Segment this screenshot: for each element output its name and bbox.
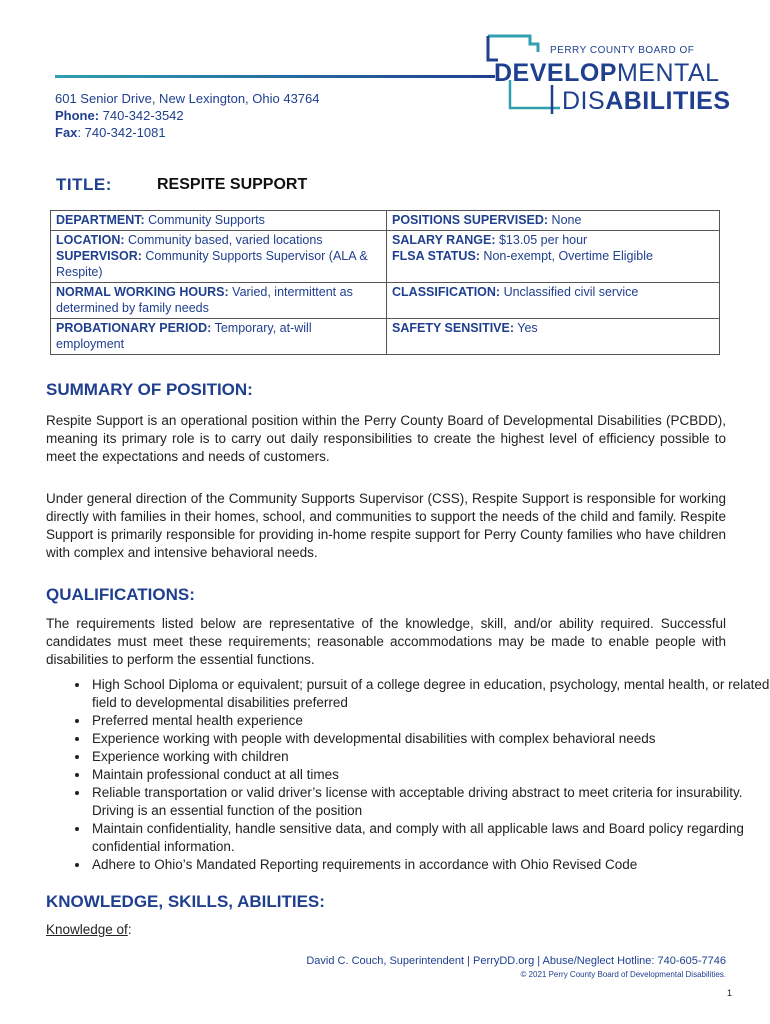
list-item: • High School Diploma or equivalent; pursuit of a college degree in education, psychology, mental health, or related field to developmental disabilities preferred — [90, 676, 770, 712]
phone-value: 740-342-3542 — [99, 108, 184, 123]
salary-value: $13.05 per hour — [495, 233, 588, 247]
flsa-label: FLSA STATUS: — [392, 249, 480, 263]
page-number: 1 — [726, 988, 732, 998]
positions-cell — [387, 211, 720, 231]
safety-value: Yes — [514, 321, 538, 335]
department-value: Community Supports — [144, 213, 265, 227]
organization-logo — [480, 30, 730, 120]
salary-label: SALARY RANGE: — [392, 233, 496, 247]
hours-cell — [51, 283, 387, 319]
knowledge-of-text: Knowledge of — [46, 922, 128, 937]
summary-paragraph-2: Under general direction of the Community Supports Supervisor (CSS), Respite Support is responsible for working directly with families in their homes, school, and communities to support the needs of the child and family. Respite Support is primarily responsible for providing in-home respite support for Perry County families who have children with complex and intensive behavioral needs. — [46, 491, 726, 560]
footer-copyright: © 2021 Perry County Board of Developmental Disabilities. — [520, 970, 726, 979]
table-row — [51, 319, 720, 355]
probation-label: PROBATIONARY PERIOD: — [56, 321, 212, 335]
flsa-value: Non-exempt, Overtime Eligible — [479, 249, 653, 263]
salary-cell — [387, 231, 720, 283]
positions-value: None — [548, 213, 582, 227]
position-info-table — [50, 210, 720, 355]
qualifications-intro: The requirements listed below are representative of the knowledge, skill, and/or ability required. Successful candidates must meet these requirements; reasonable accommodations may be made to enable people with disabilities to perform the essential functions. — [46, 616, 726, 667]
probation-cell — [51, 319, 387, 355]
list-item: • Experience working with children — [90, 748, 770, 766]
classification-value: Unclassified civil service — [500, 285, 639, 299]
logo-line-3a: DIS — [562, 87, 606, 115]
table-row — [51, 283, 720, 319]
logo-line-2b: MENTAL — [616, 59, 720, 87]
safety-cell — [387, 319, 720, 355]
list-item: • Maintain professional conduct at all times — [90, 766, 770, 784]
fax-label: Fax — [55, 125, 78, 140]
table-row — [51, 211, 720, 231]
probation-value: Temporary, at-will employment — [56, 321, 312, 351]
phone-line — [55, 107, 320, 124]
supervisor-label: SUPERVISOR: — [56, 249, 142, 263]
list-item: • Experience working with people with developmental disabilities with complex behavioral needs — [90, 730, 770, 748]
fax-line — [55, 124, 320, 141]
ksa-heading: KNOWLEDGE, SKILLS, ABILITIES: — [46, 892, 325, 911]
address: 601 Senior Drive, New Lexington, Ohio 43764 — [55, 91, 320, 106]
header-rule — [55, 75, 495, 78]
logo-line-2a: DEVELOP — [494, 59, 617, 87]
supervisor-value: Community Supports Supervisor (ALA & Respite) — [56, 249, 368, 279]
safety-label: SAFETY SENSITIVE: — [392, 321, 515, 335]
summary-heading: SUMMARY OF POSITION: — [46, 380, 253, 399]
title-label: TITLE: — [56, 175, 112, 194]
hours-value: Varied, intermittent as determined by family needs — [56, 285, 353, 315]
list-item: • Reliable transportation or valid driver’s license with acceptable driving abstract to meet criteria for insurability. Driving is an essential function of the position — [90, 784, 770, 820]
svg-text:DEVELOPMENTAL — [494, 59, 720, 87]
knowledge-of-colon: : — [127, 922, 132, 937]
department-label: DEPARTMENT: — [56, 213, 145, 227]
phone-label: Phone: — [55, 108, 100, 123]
footer-contact: David C. Couch, Superintendent | PerryDD.org | Abuse/Neglect Hotline: 740-605-7746 — [306, 955, 726, 967]
job-title: RESPITE SUPPORT — [157, 176, 308, 193]
department-cell — [51, 211, 387, 231]
svg-text:DISABILITIES — [562, 87, 730, 115]
list-item: • Preferred mental health experience — [90, 712, 770, 730]
fax-value: : 740-342-1081 — [77, 125, 166, 140]
qualifications-heading: QUALIFICATIONS: — [46, 585, 195, 604]
contact-block — [55, 90, 320, 141]
qualifications-list — [46, 676, 770, 874]
location-label: LOCATION: — [56, 233, 125, 247]
location-value: Community based, varied locations — [124, 233, 323, 247]
table-row — [51, 231, 720, 283]
knowledge-of-label — [46, 922, 132, 937]
logo-line-1: PERRY COUNTY BOARD OF — [550, 45, 695, 56]
location-cell — [51, 231, 387, 283]
hours-label: NORMAL WORKING HOURS: — [56, 285, 229, 299]
logo-mark-icon — [480, 30, 730, 120]
summary-paragraph-1: Respite Support is an operational position within the Perry County Board of Developmental Disabilities (PCBDD), meaning its primary role is to carry out daily responsibilities to create the highest level of efficiency possible to meet the expectations and needs of customers. — [46, 413, 726, 464]
positions-label: POSITIONS SUPERVISED: — [392, 213, 549, 227]
list-item: • Adhere to Ohio’s Mandated Reporting requirements in accordance with Ohio Revised Code — [90, 856, 770, 874]
classification-cell — [387, 283, 720, 319]
list-item: • Maintain confidentiality, handle sensitive data, and comply with all applicable laws and Board policy regarding confidential information. — [90, 820, 770, 856]
logo-line-3b: ABILITIES — [605, 87, 730, 115]
classification-label: CLASSIFICATION: — [392, 285, 501, 299]
